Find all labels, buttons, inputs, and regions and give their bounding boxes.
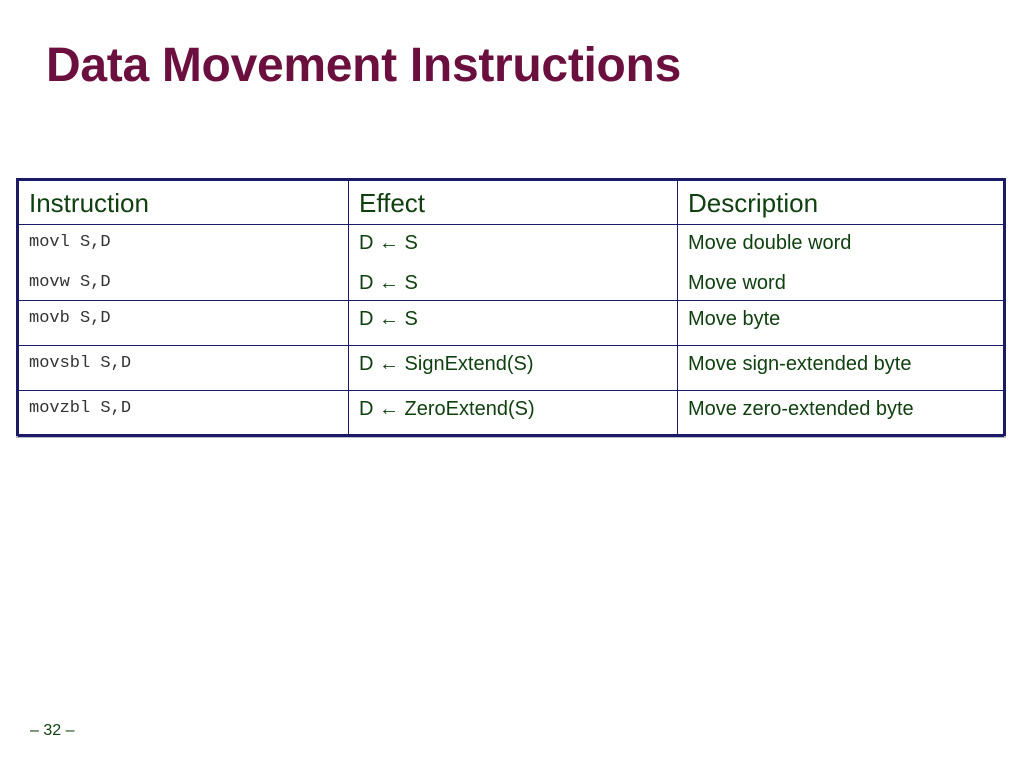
instruction-code: [29, 398, 249, 420]
effect-cell: [349, 301, 678, 346]
operands: S,D: [80, 309, 111, 328]
description-text: Move byte: [688, 308, 781, 330]
page-number: – 32 –: [30, 722, 75, 739]
instruction-code: [29, 353, 249, 375]
header-effect: Effect: [349, 181, 678, 225]
opcode: movsbl: [29, 354, 91, 373]
operands: S,D: [100, 399, 132, 418]
opcode: movb: [29, 309, 70, 328]
instruction-cell: [19, 225, 349, 301]
operands: S,D: [80, 233, 111, 252]
effect-text: D ← S: [359, 308, 418, 330]
table-row: [19, 391, 1004, 437]
description-text: Move double word: [688, 232, 852, 254]
effect-cell: [349, 225, 678, 301]
operands: S,D: [80, 273, 111, 292]
instruction-cell: [19, 346, 349, 391]
description-cell: [678, 301, 1004, 346]
opcode: movzbl: [29, 399, 91, 418]
operands: S,D: [100, 354, 132, 373]
effect-text: D ← SignExtend(S): [359, 353, 534, 375]
opcode: movw: [29, 273, 70, 292]
description-cell: [678, 225, 1004, 301]
table-row: [19, 346, 1004, 391]
opcode: movl: [29, 233, 70, 252]
table-header-row: [19, 181, 1004, 225]
instruction-cell: [19, 391, 349, 437]
effect-text: D ← ZeroExtend(S): [359, 398, 535, 420]
effect-cell: [349, 391, 678, 437]
instruction-code: [29, 308, 249, 330]
table-row: [19, 225, 1004, 301]
effect-text: D ← S: [359, 232, 418, 254]
effect-cell: [349, 346, 678, 391]
description-text: Move sign-extended byte: [688, 353, 912, 375]
header-instruction: Instruction: [19, 181, 349, 225]
table-row: [19, 301, 1004, 346]
description-cell: [678, 346, 1004, 391]
instruction-code: [29, 272, 249, 294]
effect-text: D ← S: [359, 272, 418, 294]
instruction-table: [16, 178, 1006, 436]
description-text: Move zero-extended byte: [688, 398, 914, 420]
instruction-cell: [19, 301, 349, 346]
header-description: Description: [678, 181, 1004, 225]
description-text: Move word: [688, 272, 786, 294]
page-title: Data Movement Instructions: [46, 39, 681, 92]
description-cell: [678, 391, 1004, 437]
instruction-code: [29, 232, 249, 254]
